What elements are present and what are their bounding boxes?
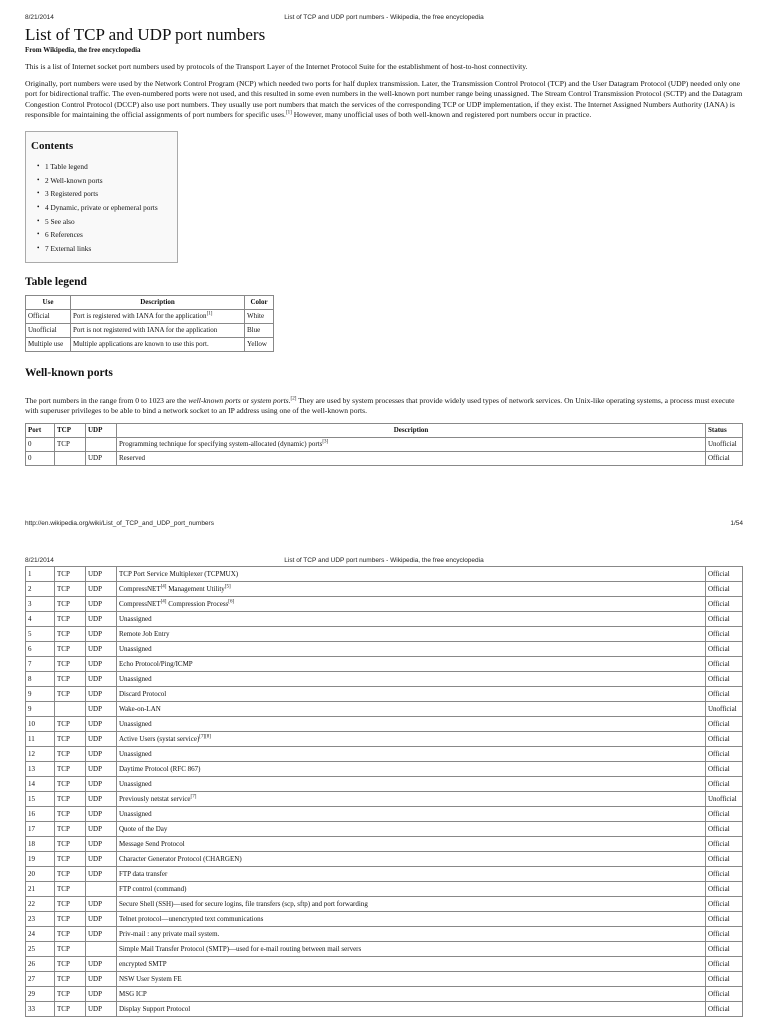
description-cell: Secure Shell (SSH)—used for secure logins, file transfers (scp, sftp) and port forwarding: [117, 897, 706, 912]
udp-cell: UDP: [86, 612, 117, 627]
legend-desc: Multiple applications are known to use this port.: [71, 337, 245, 351]
port-cell: 14: [26, 777, 55, 792]
description-cell: Priv-mail : any private mail system.: [117, 927, 706, 942]
udp-cell: UDP: [86, 897, 117, 912]
table-of-contents: [25, 131, 178, 263]
tcp-cell: TCP: [55, 807, 86, 822]
ports-header-row: [26, 424, 743, 438]
port-cell: 17: [26, 822, 55, 837]
udp-cell: UDP: [86, 597, 117, 612]
table-row: [26, 732, 743, 747]
status-cell: Unofficial: [706, 792, 743, 807]
toc-item-registered-ports[interactable]: • 3 Registered ports: [45, 187, 177, 201]
table-row: [26, 657, 743, 672]
port-cell: 8: [26, 672, 55, 687]
table-row: [26, 957, 743, 972]
description-cell: Unassigned: [117, 612, 706, 627]
ports-body-page-2: [26, 567, 743, 1017]
tcp-cell: TCP: [55, 582, 86, 597]
tcp-cell: TCP: [55, 567, 86, 582]
port-cell: 0: [26, 452, 55, 466]
status-cell: Official: [706, 627, 743, 642]
port-cell: 15: [26, 792, 55, 807]
udp-cell: UDP: [86, 777, 117, 792]
history-tail: However, many unofficial uses of both well-known and registered port numbers occur in practice.: [291, 110, 592, 120]
status-cell: Official: [706, 777, 743, 792]
tcp-cell: TCP: [55, 687, 86, 702]
legend-col-color: Color: [245, 295, 274, 309]
udp-cell: UDP: [86, 702, 117, 717]
table-row: [26, 717, 743, 732]
udp-cell: UDP: [86, 807, 117, 822]
legend-color: Yellow: [245, 337, 274, 351]
port-cell: 6: [26, 642, 55, 657]
status-cell: Official: [706, 747, 743, 762]
well-known-heading: Well-known ports: [25, 366, 113, 379]
udp-cell: UDP: [86, 687, 117, 702]
ref-link[interactable]: [5]: [224, 584, 231, 590]
udp-cell: UDP: [86, 1002, 117, 1017]
status-cell: Unofficial: [706, 438, 743, 452]
udp-cell: UDP: [86, 867, 117, 882]
table-row: [26, 882, 743, 897]
ref-link-1[interactable]: [1]: [285, 110, 292, 116]
history-paragraph: [25, 79, 743, 121]
udp-cell: UDP: [86, 732, 117, 747]
table-row: [26, 927, 743, 942]
toc-item-dynamic-ports[interactable]: • 4 Dynamic, private or ephemeral ports: [45, 201, 177, 215]
status-cell: Official: [706, 1002, 743, 1017]
status-cell: Official: [706, 717, 743, 732]
description-cell: Remote Job Entry: [117, 627, 706, 642]
table-row: [26, 897, 743, 912]
legend-col-use: Use: [26, 295, 71, 309]
tcp-cell: TCP: [55, 657, 86, 672]
tcp-cell: TCP: [55, 762, 86, 777]
udp-cell: UDP: [86, 912, 117, 927]
tcp-cell: TCP: [55, 732, 86, 747]
tcp-cell: TCP: [55, 438, 86, 452]
description-cell: CompressNET[4] Compression Process[6]: [117, 597, 706, 612]
description-cell: Active Users (systat service)[7][8]: [117, 732, 706, 747]
port-cell: 20: [26, 867, 55, 882]
port-cell: 13: [26, 762, 55, 777]
ports-table-page-2: [25, 566, 743, 1017]
table-row: [26, 942, 743, 957]
tcp-cell: TCP: [55, 912, 86, 927]
description-cell: Discard Protocol: [117, 687, 706, 702]
ref-link[interactable]: [3]: [322, 439, 329, 445]
tcp-cell: TCP: [55, 747, 86, 762]
tcp-cell: TCP: [55, 972, 86, 987]
status-cell: Official: [706, 882, 743, 897]
description-cell: CompressNET[4] Management Utility[5]: [117, 582, 706, 597]
description-cell: Unassigned: [117, 747, 706, 762]
legend-desc: Port is registered with IANA for the application[1]: [71, 309, 245, 323]
port-cell: 7: [26, 657, 55, 672]
table-row: [26, 612, 743, 627]
description-cell: NSW User System FE: [117, 972, 706, 987]
tcp-cell: TCP: [55, 717, 86, 732]
table-row: [26, 807, 743, 822]
well-known-paragraph: The port numbers in the range from 0 to 1023 are the well-known ports or system ports.[2] They are used by system processes that provide widely used types of network services. On Unix-like operating systems, a process must execute with superuser privileges to be able to bind a network socket to an IP address using one of the well-known ports.: [25, 395, 735, 416]
description-cell: Unassigned: [117, 642, 706, 657]
tcp-cell: TCP: [55, 882, 86, 897]
legend-use: Multiple use: [26, 337, 71, 351]
table-row: [26, 438, 743, 452]
ref-link[interactable]: [1]: [206, 311, 213, 317]
table-row: [26, 912, 743, 927]
description-cell: Unassigned: [117, 672, 706, 687]
status-cell: Official: [706, 912, 743, 927]
ref-link[interactable]: [4]: [160, 584, 167, 590]
description-cell: FTP data transfer: [117, 867, 706, 882]
table-row: [26, 762, 743, 777]
history-text: Originally, port numbers were used by the Network Control Program (NCP) which needed two ports for half duplex transmission. Later, the Transmission Control Protocol (TCP) and the User Datagram Protocol (UDP) needed only one port for bidirectional traffic. The even-numbered ports were not used, and this resulted in some even numbers in the well-known port number range being unassigned. The Stream Control Transmission Protocol (SCTP) and the Datagram Congestion Control Protocol (DCCP) also use port numbers. They usually use port numbers that match the services of the corresponding TCP or UDP implementation, if they exist. The Internet Assigned Numbers Authority (IANA) is responsible for maintaining the official assignments of port numbers for specific uses.: [25, 78, 743, 120]
legend-heading: Table legend: [25, 275, 87, 288]
port-cell: 18: [26, 837, 55, 852]
tcp-cell: TCP: [55, 792, 86, 807]
port-cell: 12: [26, 747, 55, 762]
port-cell: 29: [26, 987, 55, 1002]
port-cell: 3: [26, 597, 55, 612]
status-cell: Official: [706, 582, 743, 597]
udp-cell: [86, 882, 117, 897]
port-cell: 4: [26, 612, 55, 627]
description-cell: Message Send Protocol: [117, 837, 706, 852]
ref-link[interactable]: [6]: [228, 599, 235, 605]
description-cell: Quote of the Day: [117, 822, 706, 837]
ports-body-page-1: [26, 438, 743, 466]
status-cell: Official: [706, 762, 743, 777]
description-cell: Unassigned: [117, 777, 706, 792]
table-row: [26, 837, 743, 852]
status-cell: Official: [706, 822, 743, 837]
col-port: Port: [26, 424, 55, 438]
legend-row: [26, 323, 274, 337]
udp-cell: UDP: [86, 762, 117, 777]
tcp-cell: TCP: [55, 837, 86, 852]
toc-item-references[interactable]: • 6 References: [45, 228, 177, 242]
ref-link[interactable]: [7][8]: [199, 734, 211, 740]
table-row: [26, 987, 743, 1002]
table-row: [26, 972, 743, 987]
table-row: [26, 867, 743, 882]
table-row: [26, 642, 743, 657]
table-row: [26, 452, 743, 466]
port-cell: 1: [26, 567, 55, 582]
udp-cell: UDP: [86, 717, 117, 732]
col-status: Status: [706, 424, 743, 438]
print-date: 8/21/2014: [25, 14, 54, 21]
table-row: [26, 822, 743, 837]
port-cell: 24: [26, 927, 55, 942]
ref-link[interactable]: [7]: [190, 794, 197, 800]
description-cell: Unassigned: [117, 717, 706, 732]
description-cell: encrypted SMTP: [117, 957, 706, 972]
description-cell: Character Generator Protocol (CHARGEN): [117, 852, 706, 867]
legend-desc: Port is not registered with IANA for the application: [71, 323, 245, 337]
print-footer: [25, 520, 743, 530]
intro-paragraph: This is a list of Internet socket port numbers used by protocols of the Transport Layer of the Internet Protocol Suite for the establishment of host-to-host connectivity.: [25, 62, 528, 71]
udp-cell: UDP: [86, 672, 117, 687]
table-row: [26, 672, 743, 687]
print-page-number: 1/54: [730, 520, 743, 527]
port-cell: 19: [26, 852, 55, 867]
tcp-cell: TCP: [55, 942, 86, 957]
legend-color: White: [245, 309, 274, 323]
table-row: [26, 702, 743, 717]
port-cell: 27: [26, 972, 55, 987]
legend-col-description: Description: [71, 295, 245, 309]
description-cell: Daytime Protocol (RFC 867): [117, 762, 706, 777]
port-cell: 33: [26, 1002, 55, 1017]
table-row: [26, 567, 743, 582]
udp-cell: UDP: [86, 657, 117, 672]
tcp-cell: TCP: [55, 627, 86, 642]
udp-cell: UDP: [86, 567, 117, 582]
description-cell: MSG ICP: [117, 987, 706, 1002]
description-cell: Reserved: [117, 452, 706, 466]
status-cell: Official: [706, 867, 743, 882]
status-cell: Official: [706, 597, 743, 612]
status-cell: Official: [706, 567, 743, 582]
ref-link-2[interactable]: [2]: [290, 396, 297, 402]
col-tcp: TCP: [55, 424, 86, 438]
udp-cell: UDP: [86, 642, 117, 657]
port-cell: 25: [26, 942, 55, 957]
status-cell: Official: [706, 672, 743, 687]
status-cell: Official: [706, 957, 743, 972]
udp-cell: UDP: [86, 822, 117, 837]
description-cell: Wake-on-LAN: [117, 702, 706, 717]
page-subtitle: From Wikipedia, the free encyclopedia: [25, 46, 141, 54]
udp-cell: UDP: [86, 582, 117, 597]
legend-use: Official: [26, 309, 71, 323]
description-cell: FTP control (command): [117, 882, 706, 897]
description-cell: Telnet protocol—unencrypted text communications: [117, 912, 706, 927]
udp-cell: UDP: [86, 987, 117, 1002]
table-row: [26, 687, 743, 702]
article-page-1: [25, 24, 743, 466]
status-cell: Official: [706, 732, 743, 747]
status-cell: Official: [706, 927, 743, 942]
table-row: [26, 582, 743, 597]
tcp-cell: [55, 702, 86, 717]
port-cell: 9: [26, 702, 55, 717]
description-cell: Previously netstat service[7]: [117, 792, 706, 807]
description-cell: Display Support Protocol: [117, 1002, 706, 1017]
status-cell: Official: [706, 642, 743, 657]
tcp-cell: TCP: [55, 777, 86, 792]
print-doc-title: List of TCP and UDP port numbers - Wikipedia, the free encyclopedia: [284, 14, 484, 21]
tcp-cell: TCP: [55, 822, 86, 837]
udp-cell: [86, 438, 117, 452]
col-description: Description: [117, 424, 706, 438]
table-row: [26, 777, 743, 792]
table-row: [26, 792, 743, 807]
toc-list: [31, 160, 177, 256]
udp-cell: UDP: [86, 972, 117, 987]
tcp-cell: TCP: [55, 852, 86, 867]
port-cell: 5: [26, 627, 55, 642]
table-row: [26, 747, 743, 762]
toc-item-table-legend[interactable]: • 1 Table legend: [45, 160, 177, 174]
description-cell: TCP Port Service Multiplexer (TCPMUX): [117, 567, 706, 582]
table-row: [26, 597, 743, 612]
udp-cell: UDP: [86, 627, 117, 642]
tcp-cell: TCP: [55, 597, 86, 612]
legend-row: [26, 337, 274, 351]
tcp-cell: TCP: [55, 867, 86, 882]
port-cell: 26: [26, 957, 55, 972]
description-cell: Simple Mail Transfer Protocol (SMTP)—used for e-mail routing between mail servers: [117, 942, 706, 957]
tcp-cell: TCP: [55, 612, 86, 627]
udp-cell: [86, 942, 117, 957]
ref-link[interactable]: [4]: [160, 599, 167, 605]
status-cell: Official: [706, 942, 743, 957]
description-cell: Unassigned: [117, 807, 706, 822]
status-cell: Official: [706, 972, 743, 987]
legend-row: [26, 309, 274, 323]
udp-cell: UDP: [86, 852, 117, 867]
status-cell: Official: [706, 657, 743, 672]
legend-header-row: [26, 295, 274, 309]
tcp-cell: [55, 452, 86, 466]
ports-table-page-1: [25, 423, 743, 466]
article-page-2: [25, 566, 743, 1017]
udp-cell: UDP: [86, 837, 117, 852]
status-cell: Official: [706, 987, 743, 1002]
table-row: [26, 627, 743, 642]
port-cell: 21: [26, 882, 55, 897]
legend-use: Unofficial: [26, 323, 71, 337]
print-url[interactable]: http://en.wikipedia.org/wiki/List_of_TCP_and_UDP_port_numbers: [25, 520, 214, 527]
tcp-cell: TCP: [55, 897, 86, 912]
col-udp: UDP: [86, 424, 117, 438]
status-cell: Unofficial: [706, 702, 743, 717]
toc-item-external-links[interactable]: • 7 External links: [45, 242, 177, 256]
description-cell: Echo Protocol/Ping/ICMP: [117, 657, 706, 672]
tcp-cell: TCP: [55, 1002, 86, 1017]
tcp-cell: TCP: [55, 957, 86, 972]
print-doc-title: List of TCP and UDP port numbers - Wikipedia, the free encyclopedia: [284, 557, 484, 564]
port-cell: 2: [26, 582, 55, 597]
tcp-cell: TCP: [55, 642, 86, 657]
port-cell: 22: [26, 897, 55, 912]
table-row: [26, 852, 743, 867]
legend-color: Blue: [245, 323, 274, 337]
status-cell: Official: [706, 837, 743, 852]
port-cell: 11: [26, 732, 55, 747]
udp-cell: UDP: [86, 452, 117, 466]
toc-item-well-known-ports[interactable]: • 2 Well-known ports: [45, 174, 177, 188]
page-title: List of TCP and UDP port numbers: [25, 25, 266, 44]
status-cell: Official: [706, 897, 743, 912]
status-cell: Official: [706, 612, 743, 627]
port-cell: 9: [26, 687, 55, 702]
tcp-cell: TCP: [55, 987, 86, 1002]
udp-cell: UDP: [86, 792, 117, 807]
toc-title: Contents: [31, 139, 74, 152]
status-cell: Official: [706, 452, 743, 466]
print-date: 8/21/2014: [25, 557, 54, 564]
description-cell: Programming technique for specifying system-allocated (dynamic) ports[3]: [117, 438, 706, 452]
port-cell: 23: [26, 912, 55, 927]
udp-cell: UDP: [86, 957, 117, 972]
status-cell: Official: [706, 687, 743, 702]
udp-cell: UDP: [86, 747, 117, 762]
port-cell: 16: [26, 807, 55, 822]
status-cell: Official: [706, 807, 743, 822]
port-cell: 0: [26, 438, 55, 452]
table-row: [26, 1002, 743, 1017]
status-cell: Official: [706, 852, 743, 867]
tcp-cell: TCP: [55, 672, 86, 687]
toc-item-see-also[interactable]: • 5 See also: [45, 215, 177, 229]
tcp-cell: TCP: [55, 927, 86, 942]
legend-table: [25, 295, 274, 352]
port-cell: 10: [26, 717, 55, 732]
udp-cell: UDP: [86, 927, 117, 942]
